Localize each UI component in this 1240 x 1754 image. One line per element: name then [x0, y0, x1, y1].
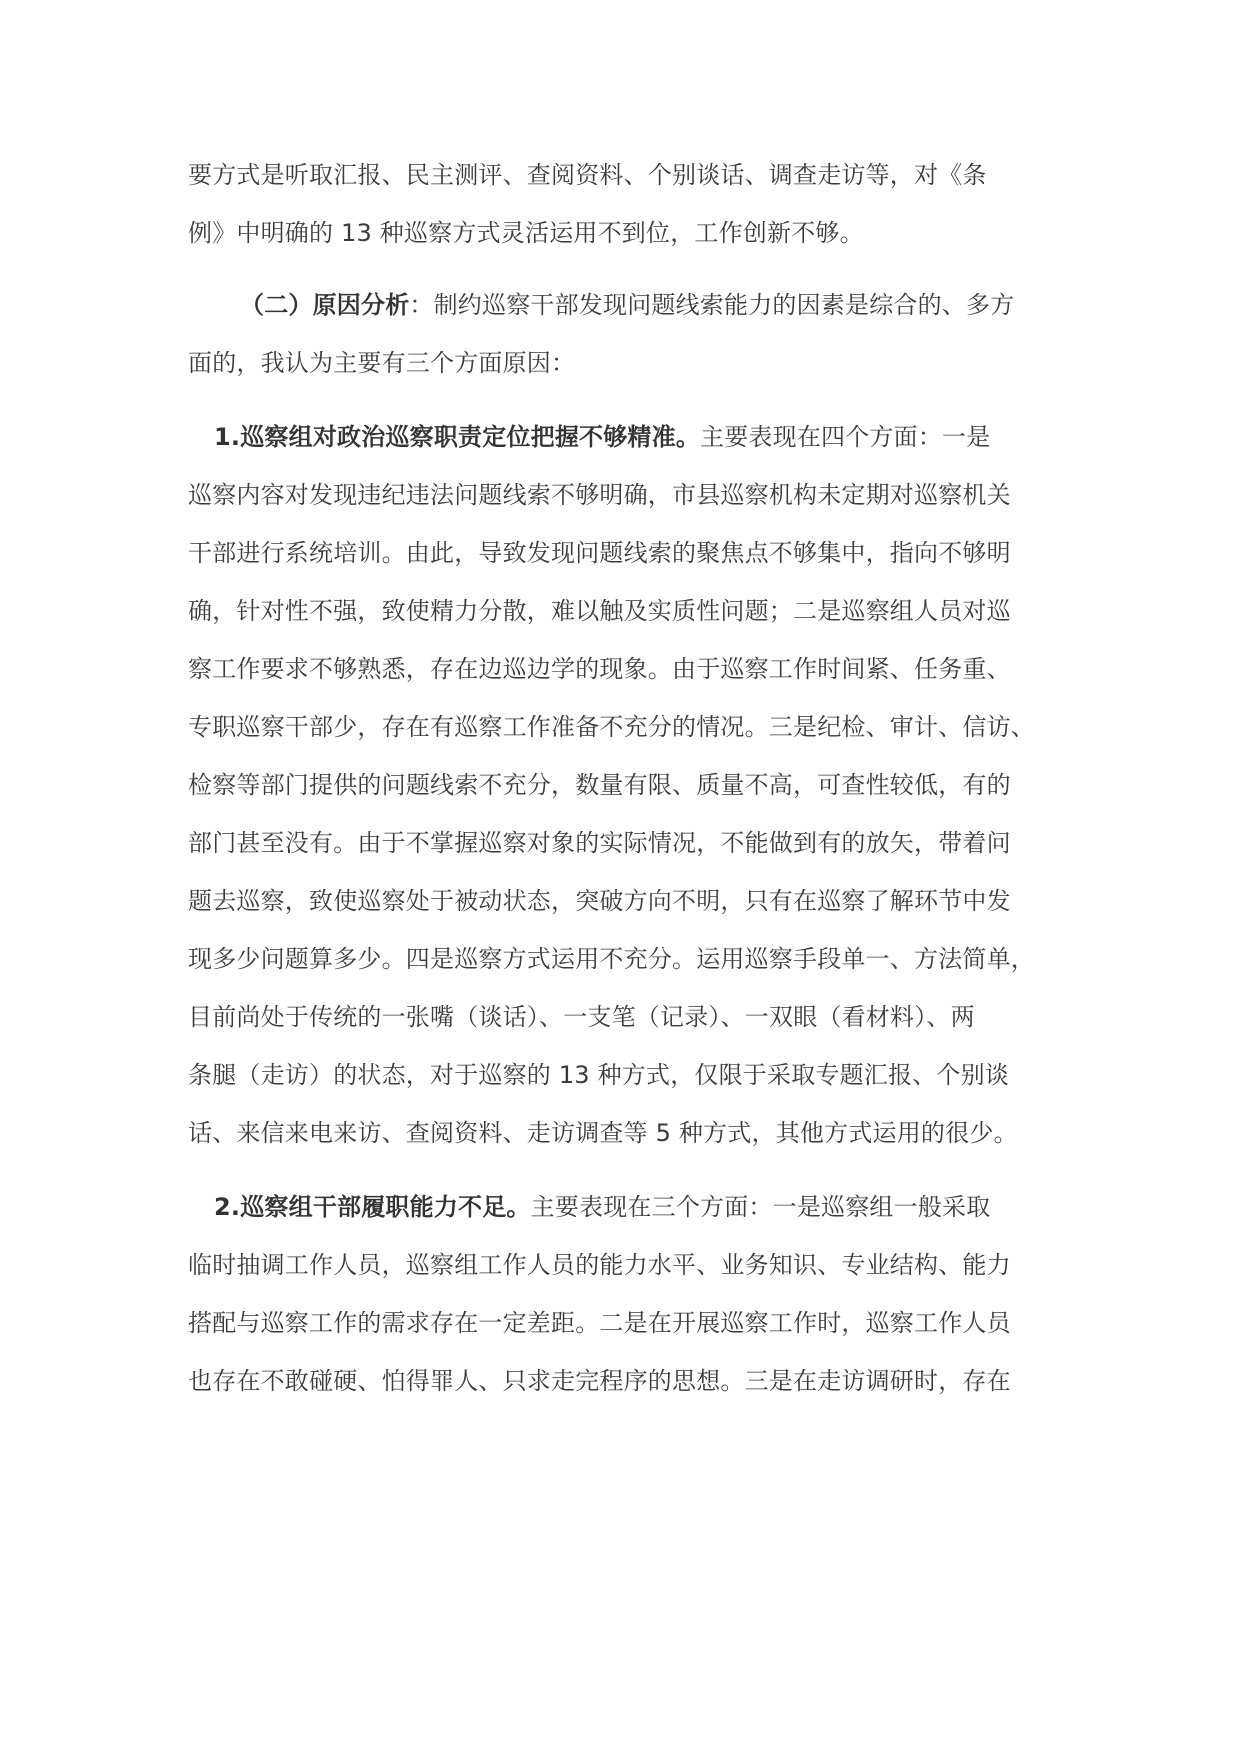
- point-heading: 2.巡察组干部履职能力不足。: [214, 1193, 531, 1221]
- paragraph-line: 题去巡察，致使巡察处于被动状态，突破方向不明，只有在巡察了解环节中发: [188, 887, 1011, 915]
- paragraph-line: 专职巡察干部少，存在有巡察工作准备不充分的情况。三是纪检、审计、信访、: [188, 713, 1035, 741]
- paragraph-line: 确，针对性不强，致使精力分散，难以触及实质性问题；二是巡察组人员对巡: [188, 597, 1011, 625]
- paragraph-line: 检察等部门提供的问题线索不充分，数量有限、质量不高，可查性较低，有的: [188, 771, 1011, 799]
- paragraph-line: 临时抽调工作人员，巡察组工作人员的能力水平、业务知识、专业结构、能力: [188, 1251, 1011, 1279]
- paragraph-line: 例》中明确的 13 种巡察方式灵活运用不到位，工作创新不够。: [188, 219, 864, 247]
- paragraph-text: 主要表现在三个方面：一是巡察组一般采取: [530, 1193, 991, 1221]
- paragraph-line: 面的，我认为主要有三个方面原因：: [188, 349, 576, 377]
- paragraph-line: 现多少问题算多少。四是巡察方式运用不充分。运用巡察手段单一、方法简单，: [188, 945, 1035, 973]
- paragraph-line: 目前尚处于传统的一张嘴（谈话）、一支笔（记录）、一双眼（看材料）、两: [188, 1003, 975, 1031]
- paragraph-line: 也存在不敢碰硬、怕得罪人、只求走完程序的思想。三是在走访调研时，存在: [188, 1367, 1011, 1395]
- point-heading: 1.巡察组对政治巡察职责定位把握不够精准。: [214, 423, 701, 451]
- paragraph-line: 察工作要求不够熟悉，存在边巡边学的现象。由于巡察工作时间紧、任务重、: [188, 655, 1011, 683]
- point-heading-line: [214, 422, 990, 452]
- paragraph-line: 要方式是听取汇报、民主测评、查阅资料、个别谈话、调查走访等，对《条: [188, 161, 987, 189]
- section-heading-line: [240, 290, 1014, 320]
- paragraph-text: 主要表现在四个方面：一是: [700, 423, 991, 451]
- paragraph-line: 搭配与巡察工作的需求存在一定差距。二是在开展巡察工作时，巡察工作人员: [188, 1309, 1011, 1337]
- paragraph-line: 话、来信来电来访、查阅资料、走访调查等 5 种方式，其他方式运用的很少。: [188, 1119, 1018, 1147]
- section-heading-colon: ：: [409, 291, 434, 319]
- paragraph-line: 部门甚至没有。由于不掌握巡察对象的实际情况，不能做到有的放矢，带着问: [188, 829, 1011, 857]
- paragraph-line: 条腿（走访）的状态，对于巡察的 13 种方式，仅限于采取专题汇报、个别谈: [188, 1061, 1009, 1089]
- paragraph-line: 巡察内容对发现违纪违法问题线索不够明确，市县巡察机构未定期对巡察机关: [188, 481, 1011, 509]
- point-heading-line: [214, 1192, 990, 1222]
- paragraph-text: 制约巡察干部发现问题线索能力的因素是综合的、多方: [433, 291, 1015, 319]
- section-heading: （二）原因分析: [240, 291, 410, 319]
- paragraph-line: 干部进行系统培训。由此，导致发现问题线索的聚焦点不够集中，指向不够明: [188, 539, 1011, 567]
